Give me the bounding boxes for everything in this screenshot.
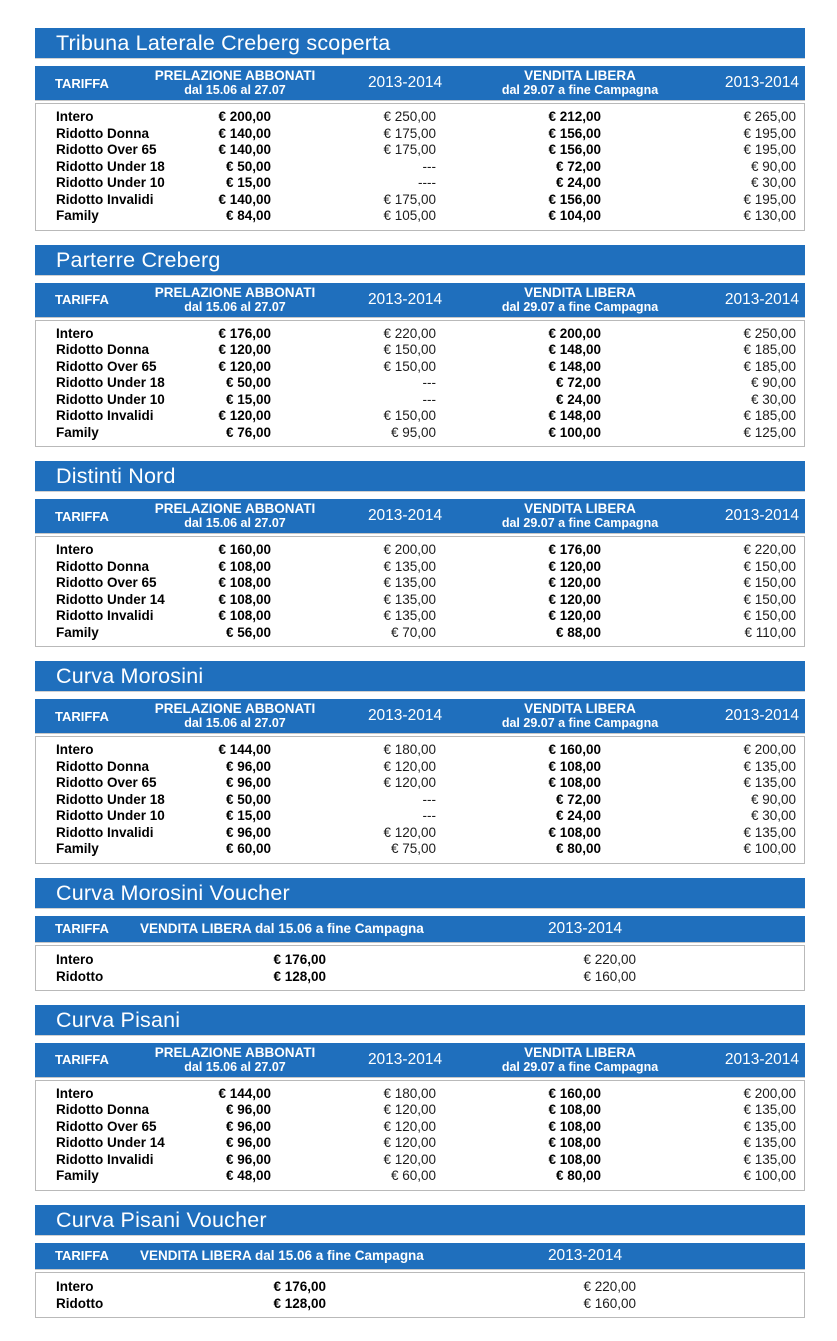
pricing-section	[35, 245, 805, 448]
column-header-season-1: 2013-2014	[367, 74, 443, 91]
price-season-1: € 220,00	[583, 1278, 636, 1294]
section-title: Curva Morosini	[35, 661, 805, 691]
section-title: Curva Pisani Voucher	[35, 1205, 805, 1235]
tariff-name: Ridotto Invalidi	[56, 408, 154, 423]
tariff-name: Ridotto Under 14	[56, 591, 165, 607]
column-header-prelazione-line2: dal 15.06 al 27.07	[184, 299, 286, 314]
price-prelazione: € 96,00	[225, 758, 271, 774]
price-prelazione: € 84,00	[225, 208, 271, 223]
price-season-2: € 135,00	[743, 1118, 796, 1134]
column-header-season-2: 2013-2014	[724, 507, 799, 524]
table-row	[36, 1152, 804, 1169]
price-prelazione: € 56,00	[225, 624, 271, 640]
price-vendita: € 200,00	[548, 325, 601, 341]
table-row	[36, 559, 804, 576]
price-prelazione: € 108,00	[218, 575, 271, 590]
price-season-2: € 185,00	[743, 342, 796, 357]
table-row	[36, 808, 804, 825]
column-header-vendita-line1: VENDITA LIBERA	[524, 284, 636, 300]
price-season-1: € 135,00	[383, 608, 436, 623]
price-season-2: € 150,00	[743, 608, 796, 623]
table-header-row	[35, 283, 805, 317]
tariff-name: Ridotto Invalidi	[56, 1151, 154, 1167]
column-header-tariffa: TARIFFA	[55, 921, 109, 936]
table-row	[36, 1295, 804, 1312]
table-row	[36, 126, 804, 143]
tariff-name: Family	[56, 208, 99, 223]
column-header-vendita	[480, 701, 680, 731]
price-vendita: € 120,00	[548, 575, 601, 590]
price-vendita: € 80,00	[555, 1168, 601, 1183]
tariff-name: Ridotto Under 10	[56, 175, 165, 190]
table-header-row	[35, 66, 805, 100]
table-header-row	[35, 499, 805, 533]
price-vendita: € 104,00	[548, 208, 601, 223]
price-vendita: € 128,00	[273, 968, 326, 984]
price-prelazione: € 176,00	[218, 325, 271, 341]
price-season-1: ---	[422, 791, 436, 807]
price-prelazione: € 15,00	[225, 808, 271, 823]
tariff-name: Family	[56, 1168, 99, 1183]
price-prelazione: € 108,00	[218, 608, 271, 623]
price-prelazione: € 96,00	[225, 1135, 271, 1150]
column-header-tariffa: TARIFFA	[55, 508, 109, 524]
price-season-2: € 100,00	[743, 1168, 796, 1183]
column-header-season-1: 2013-2014	[367, 1050, 443, 1068]
tariff-name: Intero	[56, 1085, 94, 1101]
price-season-1: ----	[418, 175, 436, 190]
price-vendita: € 176,00	[273, 1278, 326, 1294]
column-header-vendita	[480, 501, 680, 531]
column-header-vendita-line2: dal 29.07 a fine Campagna	[501, 299, 659, 314]
table-row	[36, 1168, 804, 1185]
column-header-tariffa: TARIFFA	[55, 708, 109, 724]
price-prelazione: € 160,00	[218, 542, 271, 557]
pricing-section	[35, 1205, 805, 1318]
table-row	[36, 542, 804, 559]
price-season-2: € 195,00	[743, 125, 796, 141]
table-header-row	[35, 699, 805, 733]
column-header-season-1: 2013-2014	[367, 507, 443, 524]
price-season-1: ---	[422, 375, 436, 390]
price-season-1: ---	[422, 391, 436, 407]
price-season-2: € 110,00	[744, 624, 796, 640]
price-season-2: € 130,00	[743, 208, 796, 223]
column-header-prelazione-line1: PRELAZIONE ABBONATI	[154, 1044, 316, 1060]
price-prelazione: € 60,00	[225, 841, 271, 856]
price-vendita: € 100,00	[548, 424, 601, 440]
price-season-2: € 195,00	[743, 191, 796, 207]
price-prelazione: € 96,00	[225, 1118, 271, 1134]
price-season-2: € 185,00	[743, 358, 796, 374]
price-vendita: € 88,00	[555, 624, 601, 640]
section-title: Distinti Nord	[35, 461, 805, 491]
column-header-season-1: 2013-2014	[547, 1246, 623, 1264]
tariff-name: Ridotto Donna	[56, 758, 149, 774]
table-row	[36, 359, 804, 376]
table-row	[36, 792, 804, 809]
column-header-vendita: VENDITA LIBERA dal 15.06 a fine Campagna	[140, 921, 424, 936]
price-prelazione: € 76,00	[225, 424, 271, 440]
column-header-prelazione-line1: PRELAZIONE ABBONATI	[154, 701, 316, 716]
column-header-season-1: 2013-2014	[367, 290, 443, 308]
table-body	[35, 1272, 805, 1318]
pricing-section	[35, 661, 805, 864]
tariff-name: Ridotto Over 65	[56, 358, 157, 374]
column-header-prelazione-line1: PRELAZIONE ABBONATI	[154, 501, 316, 516]
table-row	[36, 608, 804, 625]
table-row	[36, 342, 804, 359]
tariff-name: Family	[56, 424, 99, 440]
table-row	[36, 159, 804, 176]
price-vendita: € 212,00	[548, 109, 601, 124]
tariff-name: Family	[56, 624, 99, 640]
price-vendita: € 80,00	[555, 841, 601, 856]
price-vendita: € 148,00	[548, 408, 601, 423]
price-vendita: € 108,00	[548, 1135, 601, 1150]
column-header-prelazione-line2: dal 15.06 al 27.07	[184, 716, 286, 730]
price-season-1: € 120,00	[383, 775, 436, 790]
price-list-sections	[35, 28, 805, 1318]
tariff-name: Intero	[56, 742, 94, 757]
price-prelazione: € 15,00	[225, 391, 271, 407]
column-header-vendita-line1: VENDITA LIBERA	[524, 501, 636, 516]
tariff-name: Intero	[56, 951, 94, 967]
price-season-1: € 160,00	[583, 1295, 636, 1311]
tariff-name: Ridotto	[56, 968, 104, 984]
price-season-2: € 250,00	[743, 325, 796, 341]
table-row	[36, 109, 804, 126]
price-vendita: € 176,00	[273, 951, 326, 967]
price-vendita: € 160,00	[548, 742, 601, 757]
price-season-2: € 30,00	[750, 808, 796, 823]
table-row	[36, 192, 804, 209]
column-header-prelazione	[140, 701, 330, 731]
column-header-prelazione-line2: dal 15.06 al 27.07	[184, 516, 286, 530]
column-header-vendita-line1: VENDITA LIBERA	[524, 701, 636, 716]
column-header-prelazione	[140, 1045, 330, 1075]
price-season-2: € 100,00	[743, 841, 796, 856]
column-header-vendita	[480, 68, 680, 98]
price-season-2: € 30,00	[750, 175, 796, 190]
price-season-1: € 175,00	[383, 191, 436, 207]
price-vendita: € 156,00	[548, 142, 601, 157]
tariff-name: Intero	[56, 542, 94, 557]
price-season-1: € 220,00	[383, 325, 436, 341]
column-header-season-2: 2013-2014	[724, 74, 799, 91]
price-season-2: € 200,00	[743, 742, 796, 757]
table-row	[36, 1102, 804, 1119]
price-season-2: € 150,00	[743, 591, 796, 607]
price-season-1: € 70,00	[390, 624, 436, 640]
price-prelazione: € 144,00	[218, 1085, 271, 1101]
column-header-tariffa: TARIFFA	[55, 1248, 109, 1263]
column-header-prelazione	[140, 68, 330, 98]
price-vendita: € 156,00	[548, 191, 601, 207]
price-season-2: € 220,00	[743, 542, 796, 557]
price-vendita: € 72,00	[555, 791, 601, 807]
column-header-season-2: 2013-2014	[724, 290, 799, 308]
price-season-1: € 120,00	[383, 824, 436, 840]
tariff-name: Ridotto Invalidi	[56, 191, 154, 207]
price-vendita: € 24,00	[555, 808, 601, 823]
column-header-vendita-line2: dal 29.07 a fine Campagna	[501, 516, 659, 530]
table-header-row	[35, 916, 805, 942]
price-vendita: € 120,00	[548, 558, 601, 574]
price-vendita: € 108,00	[548, 1118, 601, 1134]
table-row	[36, 1135, 804, 1152]
tariff-name: Ridotto Under 18	[56, 791, 165, 807]
price-season-2: € 135,00	[743, 1102, 796, 1117]
price-prelazione: € 120,00	[218, 408, 271, 423]
price-vendita: € 148,00	[548, 342, 601, 357]
column-header-vendita	[480, 285, 680, 315]
tariff-name: Ridotto Invalidi	[56, 824, 154, 840]
table-body	[35, 945, 805, 991]
tariff-name: Ridotto Invalidi	[56, 608, 154, 623]
price-season-1: € 95,00	[390, 424, 436, 440]
column-header-vendita-line1: VENDITA LIBERA	[524, 68, 636, 83]
price-season-1: € 175,00	[383, 125, 436, 141]
price-season-2: € 90,00	[750, 375, 796, 390]
column-header-prelazione-line2: dal 15.06 al 27.07	[184, 1059, 286, 1074]
price-prelazione: € 108,00	[218, 591, 271, 607]
price-vendita: € 108,00	[548, 758, 601, 774]
column-header-vendita: VENDITA LIBERA dal 15.06 a fine Campagna	[140, 1248, 424, 1263]
price-season-1: ---	[422, 808, 436, 823]
price-prelazione: € 96,00	[225, 775, 271, 790]
column-header-prelazione-line1: PRELAZIONE ABBONATI	[154, 68, 316, 83]
section-title: Tribuna Laterale Creberg scoperta	[35, 28, 805, 58]
table-row	[36, 208, 804, 225]
price-season-1: € 180,00	[383, 742, 436, 757]
price-season-1: € 60,00	[390, 1168, 436, 1183]
tariff-name: Intero	[56, 325, 94, 341]
tariff-name: Ridotto Over 65	[56, 575, 157, 590]
price-season-1: € 120,00	[383, 1102, 436, 1117]
table-row	[36, 575, 804, 592]
price-season-1: € 120,00	[383, 1118, 436, 1134]
price-season-2: € 135,00	[743, 775, 796, 790]
price-season-1: € 135,00	[383, 558, 436, 574]
price-vendita: € 108,00	[548, 824, 601, 840]
table-header-row	[35, 1243, 805, 1269]
price-season-2: € 125,00	[743, 424, 796, 440]
table-row	[36, 841, 804, 858]
table-row	[36, 375, 804, 392]
section-title: Parterre Creberg	[35, 245, 805, 275]
price-season-2: € 135,00	[743, 1151, 796, 1167]
price-prelazione: € 96,00	[225, 824, 271, 840]
price-vendita: € 72,00	[555, 158, 601, 174]
price-vendita: € 148,00	[548, 358, 601, 374]
price-prelazione: € 48,00	[225, 1168, 271, 1183]
price-vendita: € 120,00	[548, 591, 601, 607]
price-season-1: € 150,00	[383, 342, 436, 357]
column-header-tariffa: TARIFFA	[55, 1052, 109, 1067]
price-prelazione: € 96,00	[225, 1102, 271, 1117]
price-season-2: € 30,00	[750, 391, 796, 407]
table-header-row	[35, 1043, 805, 1077]
tariff-name: Family	[56, 841, 99, 856]
tariff-name: Intero	[56, 109, 94, 124]
tariff-name: Intero	[56, 1278, 94, 1294]
price-season-2: € 150,00	[743, 558, 796, 574]
pricing-section	[35, 1005, 805, 1191]
table-row	[36, 425, 804, 442]
table-row	[36, 408, 804, 425]
price-season-2: € 200,00	[743, 1085, 796, 1101]
price-vendita: € 156,00	[548, 125, 601, 141]
table-row	[36, 825, 804, 842]
price-prelazione: € 140,00	[218, 125, 271, 141]
column-header-season-1: 2013-2014	[547, 919, 623, 937]
price-season-2: € 195,00	[743, 142, 796, 157]
table-row	[36, 968, 804, 985]
price-prelazione: € 120,00	[218, 342, 271, 357]
price-season-1: € 220,00	[583, 951, 636, 967]
tariff-name: Ridotto Over 65	[56, 142, 157, 157]
price-vendita: € 108,00	[548, 775, 601, 790]
price-season-1: € 175,00	[383, 142, 436, 157]
tariff-name: Ridotto Under 10	[56, 808, 165, 823]
table-row	[36, 175, 804, 192]
table-row	[36, 142, 804, 159]
price-prelazione: € 50,00	[225, 375, 271, 390]
table-body	[35, 103, 805, 231]
price-season-2: € 135,00	[743, 758, 796, 774]
price-vendita: € 128,00	[273, 1295, 326, 1311]
tariff-name: Ridotto Donna	[56, 342, 149, 357]
price-season-1: € 75,00	[390, 841, 436, 856]
tariff-name: Ridotto Over 65	[56, 775, 157, 790]
price-vendita: € 24,00	[555, 175, 601, 190]
column-header-prelazione-line1: PRELAZIONE ABBONATI	[154, 284, 316, 300]
tariff-name: Ridotto Over 65	[56, 1118, 157, 1134]
column-header-tariffa: TARIFFA	[55, 292, 109, 307]
price-season-1: € 250,00	[383, 109, 436, 124]
price-vendita: € 108,00	[548, 1151, 601, 1167]
price-vendita: € 108,00	[548, 1102, 601, 1117]
table-body	[35, 320, 805, 448]
table-row	[36, 1119, 804, 1136]
tariff-name: Ridotto Donna	[56, 1102, 149, 1117]
price-season-1: € 120,00	[383, 1151, 436, 1167]
price-season-2: € 135,00	[743, 1135, 796, 1150]
price-season-2: € 265,00	[743, 109, 796, 124]
price-season-1: € 150,00	[383, 408, 436, 423]
price-prelazione: € 15,00	[225, 175, 271, 190]
table-body	[35, 736, 805, 864]
price-prelazione: € 144,00	[218, 742, 271, 757]
price-prelazione: € 108,00	[218, 558, 271, 574]
table-row	[36, 742, 804, 759]
table-row	[36, 1086, 804, 1103]
price-season-1: € 160,00	[583, 968, 636, 984]
price-prelazione: € 96,00	[225, 1151, 271, 1167]
table-row	[36, 775, 804, 792]
tariff-name: Ridotto Under 10	[56, 391, 165, 407]
price-prelazione: € 50,00	[225, 791, 271, 807]
table-body	[35, 536, 805, 647]
column-header-vendita-line2: dal 29.07 a fine Campagna	[501, 83, 659, 97]
price-season-1: € 150,00	[383, 358, 436, 374]
column-header-season-1: 2013-2014	[367, 707, 443, 724]
price-prelazione: € 140,00	[218, 142, 271, 157]
column-header-season-2: 2013-2014	[724, 1050, 799, 1068]
table-body	[35, 1080, 805, 1191]
table-row	[36, 951, 804, 968]
column-header-vendita-line2: dal 29.07 a fine Campagna	[501, 716, 659, 730]
tariff-name: Ridotto Donna	[56, 125, 149, 141]
column-header-vendita	[480, 1045, 680, 1075]
table-row	[36, 1278, 804, 1295]
price-vendita: € 72,00	[555, 375, 601, 390]
price-season-2: € 135,00	[743, 824, 796, 840]
table-row	[36, 592, 804, 609]
price-prelazione: € 50,00	[225, 158, 271, 174]
price-season-1: € 120,00	[383, 758, 436, 774]
price-vendita: € 24,00	[555, 391, 601, 407]
price-season-2: € 90,00	[750, 158, 796, 174]
table-row	[36, 392, 804, 409]
column-header-season-2: 2013-2014	[724, 707, 799, 724]
price-season-1: € 105,00	[383, 208, 436, 223]
tariff-name: Ridotto Donna	[56, 558, 149, 574]
column-header-prelazione-line2: dal 15.06 al 27.07	[184, 83, 286, 97]
price-season-2: € 185,00	[743, 408, 796, 423]
price-vendita: € 160,00	[548, 1085, 601, 1101]
column-header-tariffa: TARIFFA	[55, 75, 109, 91]
price-season-1: ---	[422, 158, 436, 174]
tariff-name: Ridotto Under 18	[56, 375, 165, 390]
price-season-2: € 90,00	[750, 791, 796, 807]
price-prelazione: € 140,00	[218, 191, 271, 207]
price-prelazione: € 200,00	[218, 109, 271, 124]
section-title: Curva Morosini Voucher	[35, 878, 805, 908]
table-row	[36, 759, 804, 776]
price-season-1: € 180,00	[383, 1085, 436, 1101]
price-prelazione: € 120,00	[218, 358, 271, 374]
price-season-1: € 135,00	[383, 591, 436, 607]
price-vendita: € 120,00	[548, 608, 601, 623]
column-header-prelazione	[140, 501, 330, 531]
section-title: Curva Pisani	[35, 1005, 805, 1035]
tariff-name: Ridotto Under 18	[56, 158, 165, 174]
tariff-name: Ridotto	[56, 1295, 104, 1311]
pricing-section	[35, 28, 805, 231]
pricing-section	[35, 878, 805, 991]
price-season-1: € 200,00	[383, 542, 436, 557]
pricing-section	[35, 461, 805, 647]
table-row	[36, 326, 804, 343]
price-season-1: € 120,00	[383, 1135, 436, 1150]
column-header-vendita-line1: VENDITA LIBERA	[524, 1044, 636, 1060]
price-season-1: € 135,00	[383, 575, 436, 590]
table-row	[36, 625, 804, 642]
column-header-prelazione	[140, 285, 330, 315]
price-vendita: € 176,00	[548, 542, 601, 557]
column-header-vendita-line2: dal 29.07 a fine Campagna	[501, 1059, 659, 1074]
price-season-2: € 150,00	[743, 575, 796, 590]
tariff-name: Ridotto Under 14	[56, 1135, 165, 1150]
